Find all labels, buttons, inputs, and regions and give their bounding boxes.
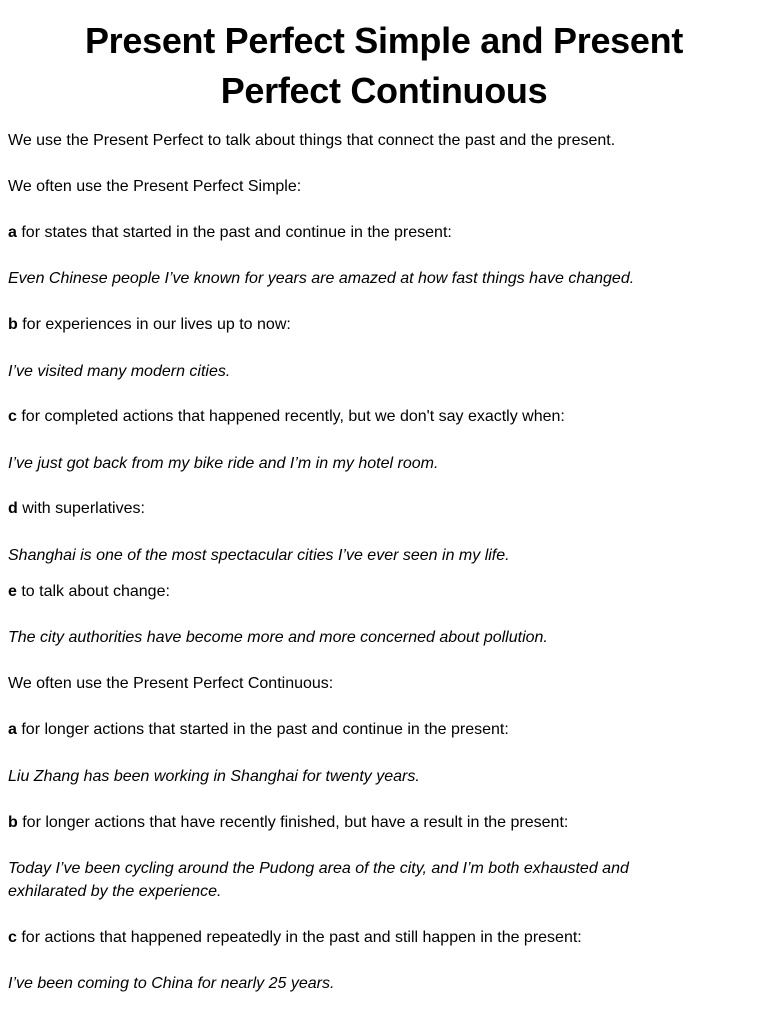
simple-example-e: The city authorities have become more and more concerned about pollution. [8, 629, 548, 646]
continuous-rule-c [8, 926, 758, 949]
continuous-example-b: Today I’ve been cycling around the Pudong area of the city, and I’m both exhausted and exhilarated by the experience. [8, 860, 629, 900]
continuous-rule-b [8, 811, 758, 834]
continuous-example-c: I’ve been coming to China for nearly 25 years. [8, 975, 335, 992]
intro-paragraph: We use the Present Perfect to talk about things that connect the past and the present. [8, 132, 616, 149]
simple-example-d: Shanghai is one of the most spectacular cities I’ve ever seen in my life. [8, 547, 510, 564]
rule-text: for states that started in the past and continue in the present: [16, 224, 452, 241]
rule-letter: c [8, 408, 17, 425]
simple-example-b: I’ve visited many modern cities. [8, 363, 231, 380]
rule-text: for longer actions that started in the past and continue in the present: [16, 721, 509, 738]
continuous-heading: We often use the Present Perfect Continuous: [8, 675, 334, 692]
continuous-example-a: Liu Zhang has been working in Shanghai for twenty years. [8, 768, 420, 785]
rule-letter: a [8, 224, 17, 241]
rule-text: for longer actions that have recently finished, but have a result in the present: [17, 814, 569, 831]
rule-letter: e [8, 583, 17, 600]
simple-rule-a [8, 221, 758, 244]
rule-letter: b [8, 814, 18, 831]
page-title [0, 16, 768, 116]
rule-text: for completed actions that happened recently, but we don't say exactly when: [16, 408, 565, 425]
simple-example-c: I’ve just got back from my bike ride and I’m in my hotel room. [8, 455, 439, 472]
simple-rule-d [8, 497, 758, 520]
rule-text: to talk about change: [16, 583, 170, 600]
title-line-2: Perfect Continuous [220, 70, 548, 111]
rule-letter: b [8, 316, 18, 333]
simple-rule-c [8, 405, 758, 428]
rule-text: for experiences in our lives up to now: [17, 316, 291, 333]
simple-example-a: Even Chinese people I’ve known for years are amazed at how fast things have changed. [8, 270, 635, 287]
simple-rule-b [8, 313, 758, 336]
simple-heading: We often use the Present Perfect Simple: [8, 178, 302, 195]
continuous-rule-a [8, 718, 758, 741]
rule-text: with superlatives: [17, 500, 145, 517]
simple-rule-e [8, 580, 758, 603]
rule-letter: c [8, 929, 17, 946]
title-line-1: Present Perfect Simple and Present [84, 20, 684, 61]
rule-letter: a [8, 721, 17, 738]
rule-letter: d [8, 500, 18, 517]
rule-text: for actions that happened repeatedly in the past and still happen in the present: [16, 929, 582, 946]
